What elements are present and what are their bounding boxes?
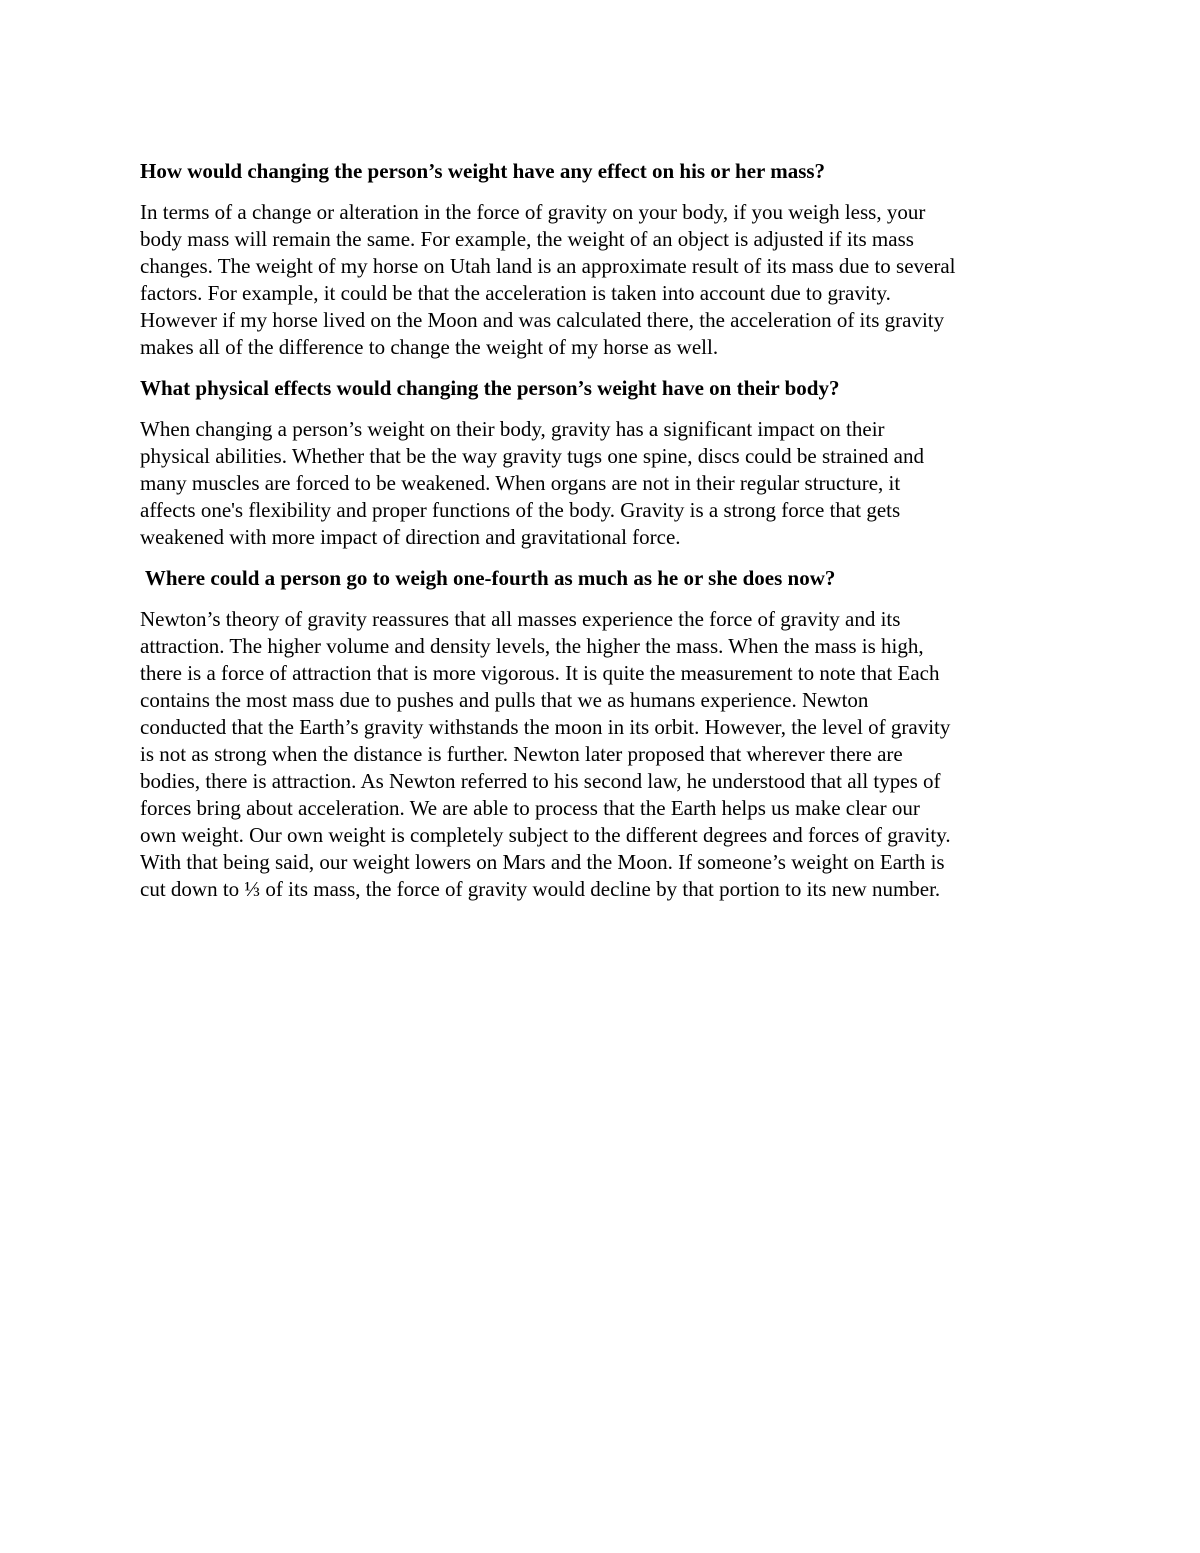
answer-line: own weight. Our own weight is completely subject to the different degrees and forces of gravity.	[140, 823, 951, 847]
question-heading: How would changing the person’s weight have any effect on his or her mass?	[140, 159, 826, 183]
question-heading: What physical effects would changing the person’s weight have on their body?	[140, 376, 840, 400]
answer-line: However if my horse lived on the Moon and was calculated there, the acceleration of its gravity	[140, 308, 945, 332]
question-heading: Where could a person go to weigh one-fourth as much as he or she does now?	[140, 566, 836, 590]
answer-line: With that being said, our weight lowers on Mars and the Moon. If someone’s weight on Earth is	[140, 850, 945, 874]
answer-line: forces bring about acceleration. We are able to process that the Earth helps us make clear our	[140, 796, 920, 820]
answer-line: Newton’s theory of gravity reassures that all masses experience the force of gravity and its	[140, 607, 901, 631]
answer-line: body mass will remain the same. For example, the weight of an object is adjusted if its mass	[140, 227, 914, 251]
document-body	[140, 158, 1065, 917]
answer-line: factors. For example, it could be that the acceleration is taken into account due to gravity.	[140, 281, 891, 305]
answer-line: many muscles are forced to be weakened. When organs are not in their regular structure, it	[140, 471, 901, 495]
answer-line: conducted that the Earth’s gravity withstands the moon in its orbit. However, the level of gravity	[140, 715, 951, 739]
answer-line: physical abilities. Whether that be the way gravity tugs one spine, discs could be strained and	[140, 444, 924, 468]
answer-paragraph	[140, 416, 1065, 551]
answer-line: weakened with more impact of direction and gravitational force.	[140, 525, 681, 549]
answer-line: makes all of the difference to change the weight of my horse as well.	[140, 335, 719, 359]
answer-line: contains the most mass due to pushes and pulls that we as humans experience. Newton	[140, 688, 869, 712]
answer-line: there is a force of attraction that is more vigorous. It is quite the measurement to note that Each	[140, 661, 940, 685]
answer-line: When changing a person’s weight on their body, gravity has a significant impact on their	[140, 417, 885, 441]
answer-line: In terms of a change or alteration in the force of gravity on your body, if you weigh less, your	[140, 200, 926, 224]
answer-paragraph	[140, 199, 1065, 361]
answer-line: cut down to ⅓ of its mass, the force of gravity would decline by that portion to its new number.	[140, 877, 941, 901]
answer-line: is not as strong when the distance is further. Newton later proposed that wherever there are	[140, 742, 903, 766]
answer-line: affects one's flexibility and proper functions of the body. Gravity is a strong force that gets	[140, 498, 901, 522]
answer-line: changes. The weight of my horse on Utah land is an approximate result of its mass due to several	[140, 254, 956, 278]
answer-line: bodies, there is attraction. As Newton referred to his second law, he understood that all types of	[140, 769, 941, 793]
answer-paragraph	[140, 606, 1065, 903]
answer-line: attraction. The higher volume and density levels, the higher the mass. When the mass is high,	[140, 634, 924, 658]
